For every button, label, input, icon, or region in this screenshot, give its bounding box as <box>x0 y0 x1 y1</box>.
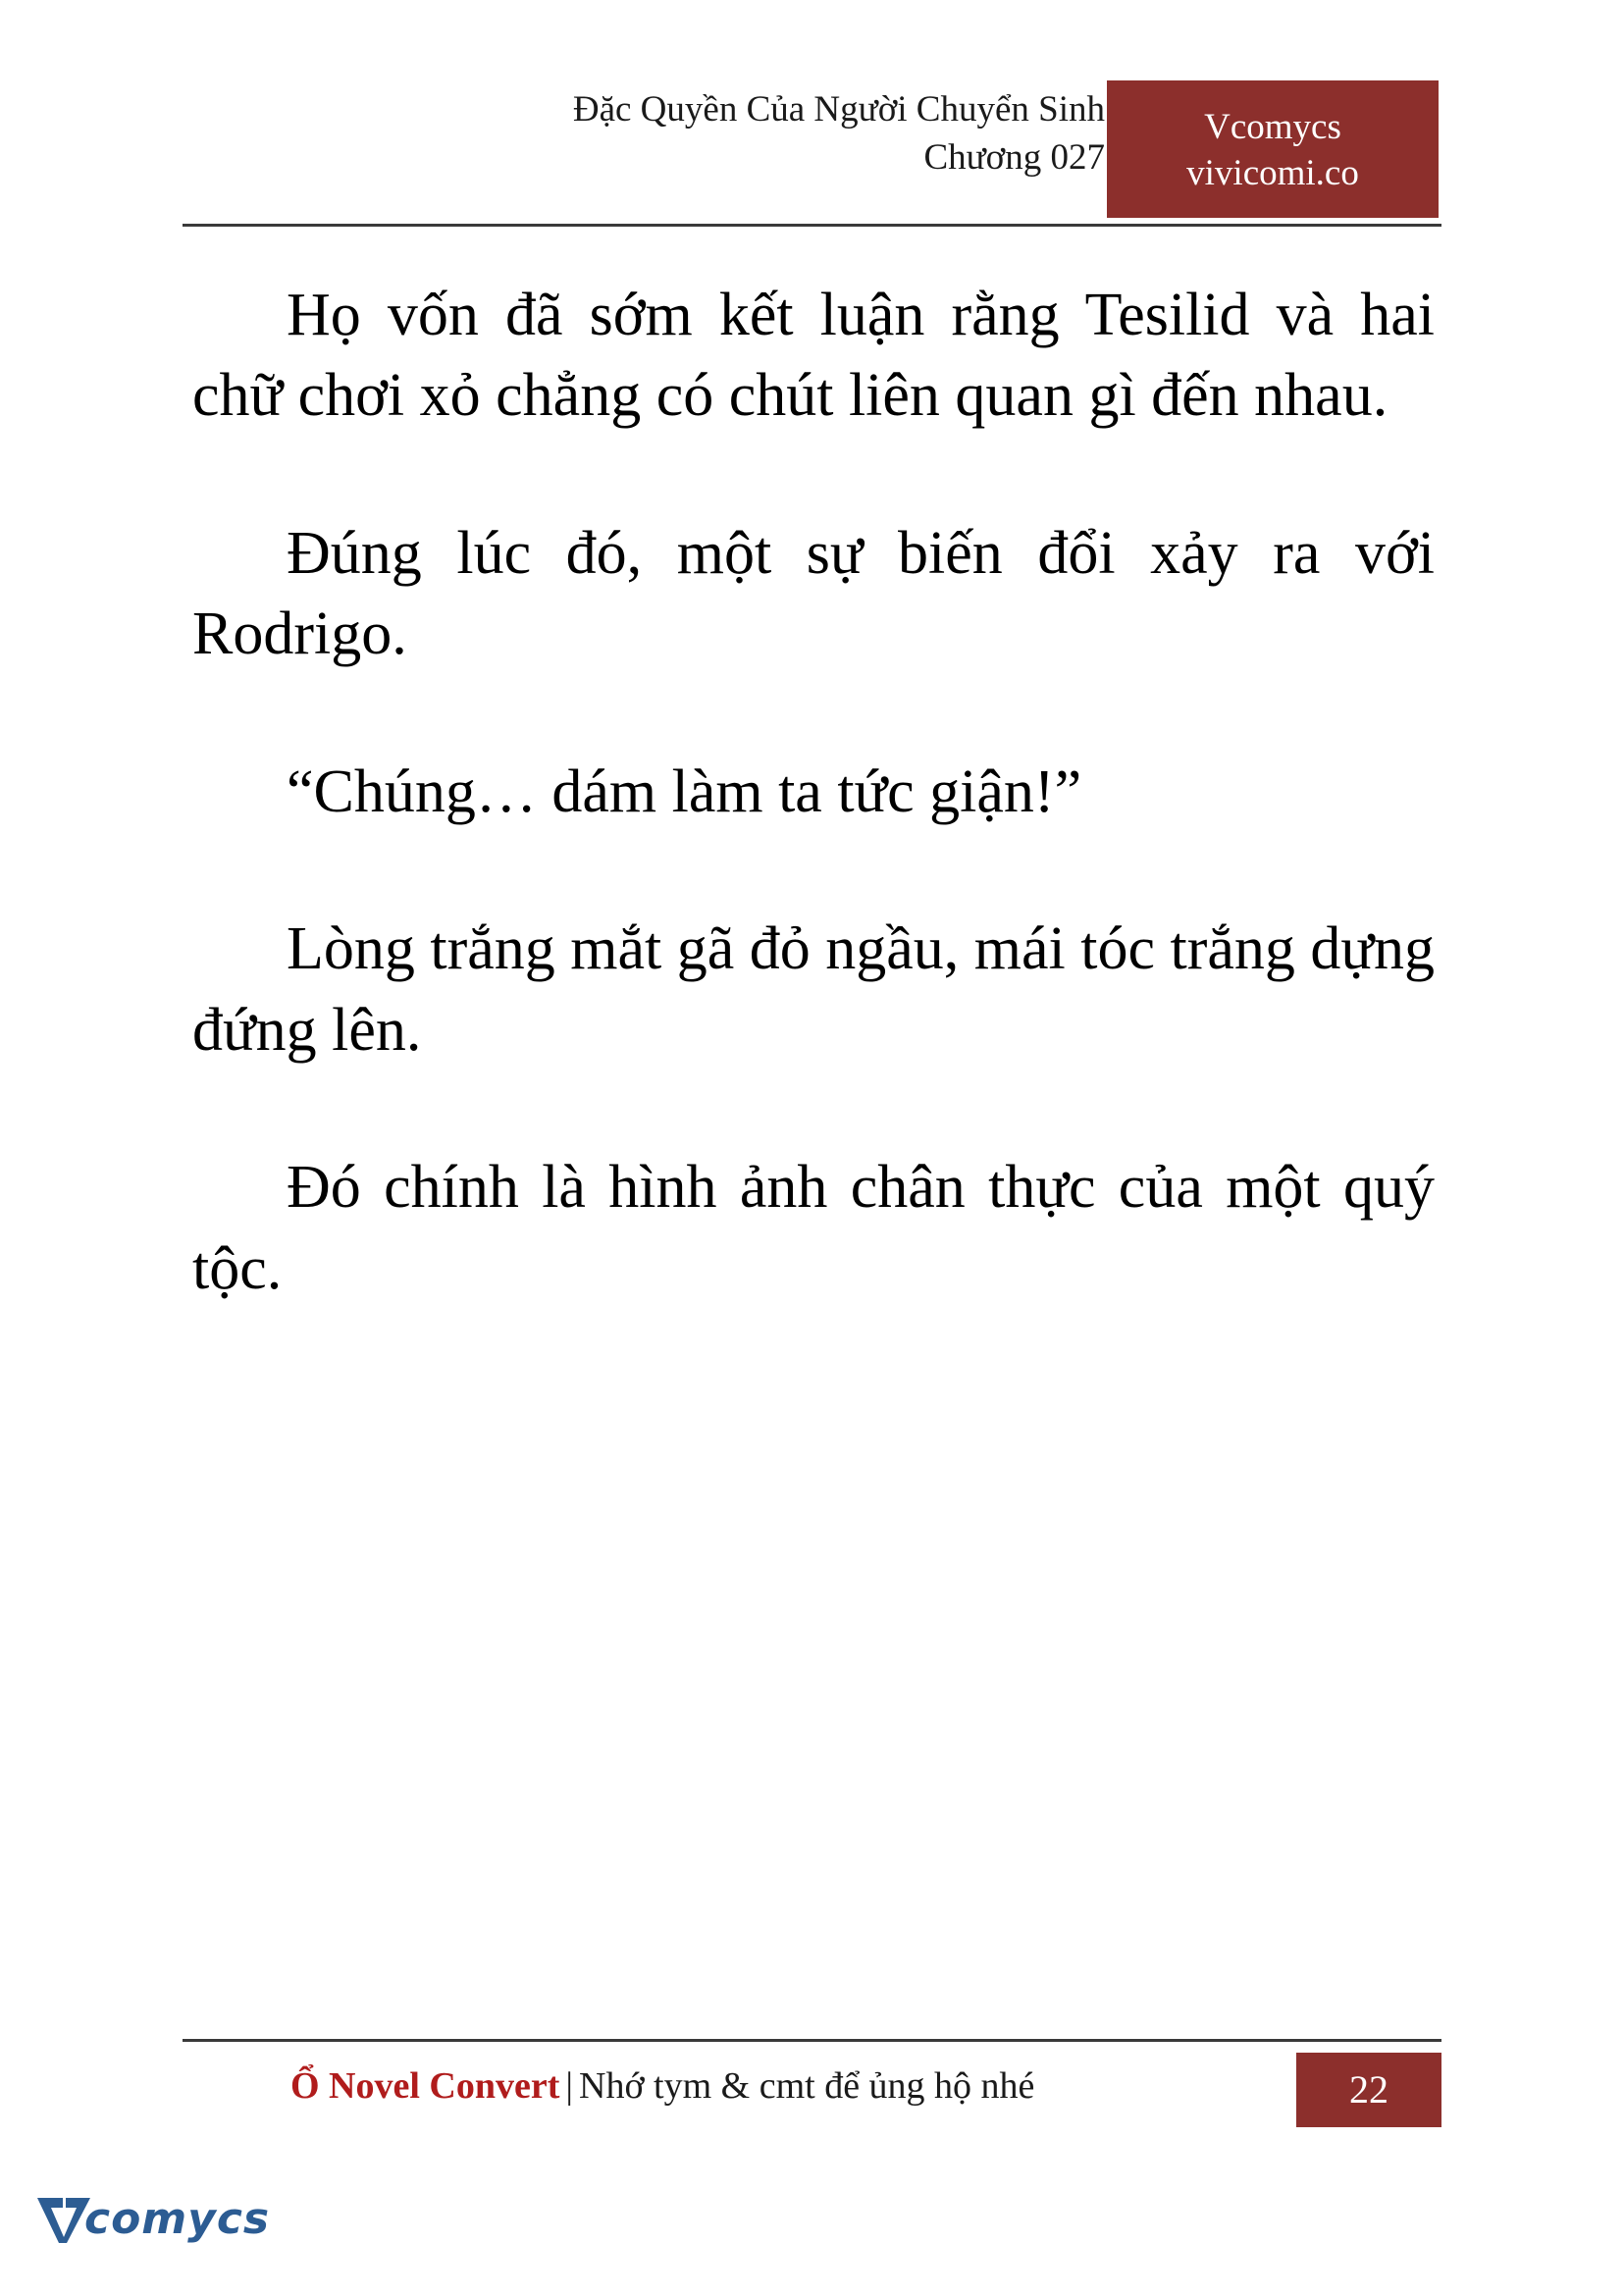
header-title-block <box>573 86 1105 183</box>
site-badge-url: vivicomi.co <box>1186 153 1359 194</box>
novel-title: Đặc Quyền Của Người Chuyển Sinh <box>572 89 1105 130</box>
page-number-badge: 22 <box>1296 2053 1441 2127</box>
chapter-label: Chương 027 <box>923 136 1105 178</box>
footer-credit <box>290 2064 1034 2108</box>
page-footer <box>183 2053 1441 2127</box>
footer-separator: | <box>565 2065 573 2107</box>
page-content <box>192 275 1435 1309</box>
footer-divider <box>183 2039 1441 2042</box>
header-divider <box>183 224 1441 227</box>
paragraph: Đó chính là hình ảnh chân thực của một quý tộc. <box>192 1154 1435 1302</box>
site-badge-name: Vcomycs <box>1204 107 1341 147</box>
paragraph: Họ vốn đã sớm kết luận rằng Tesilid và hai chữ chơi xỏ chẳng có chút liên quan gì đến nhau. <box>192 282 1435 430</box>
watermark-label: comycs <box>84 2194 271 2244</box>
paragraph: “Chúng… dám làm ta tức giận!” <box>287 757 1082 825</box>
site-badge <box>1107 80 1439 218</box>
paragraph: Đúng lúc đó, một sự biến đổi xảy ra với Rodrigo. <box>192 519 1435 668</box>
footer-brand: Ổ Novel Convert <box>290 2065 560 2107</box>
page-header <box>183 86 1439 224</box>
watermark-logo <box>33 2186 271 2263</box>
paragraph: Lòng trắng mắt gã đỏ ngầu, mái tóc trắng dựng đứng lên. <box>192 915 1435 1064</box>
footer-note: Nhớ tym & cmt để ủng hộ nhé <box>579 2065 1035 2107</box>
